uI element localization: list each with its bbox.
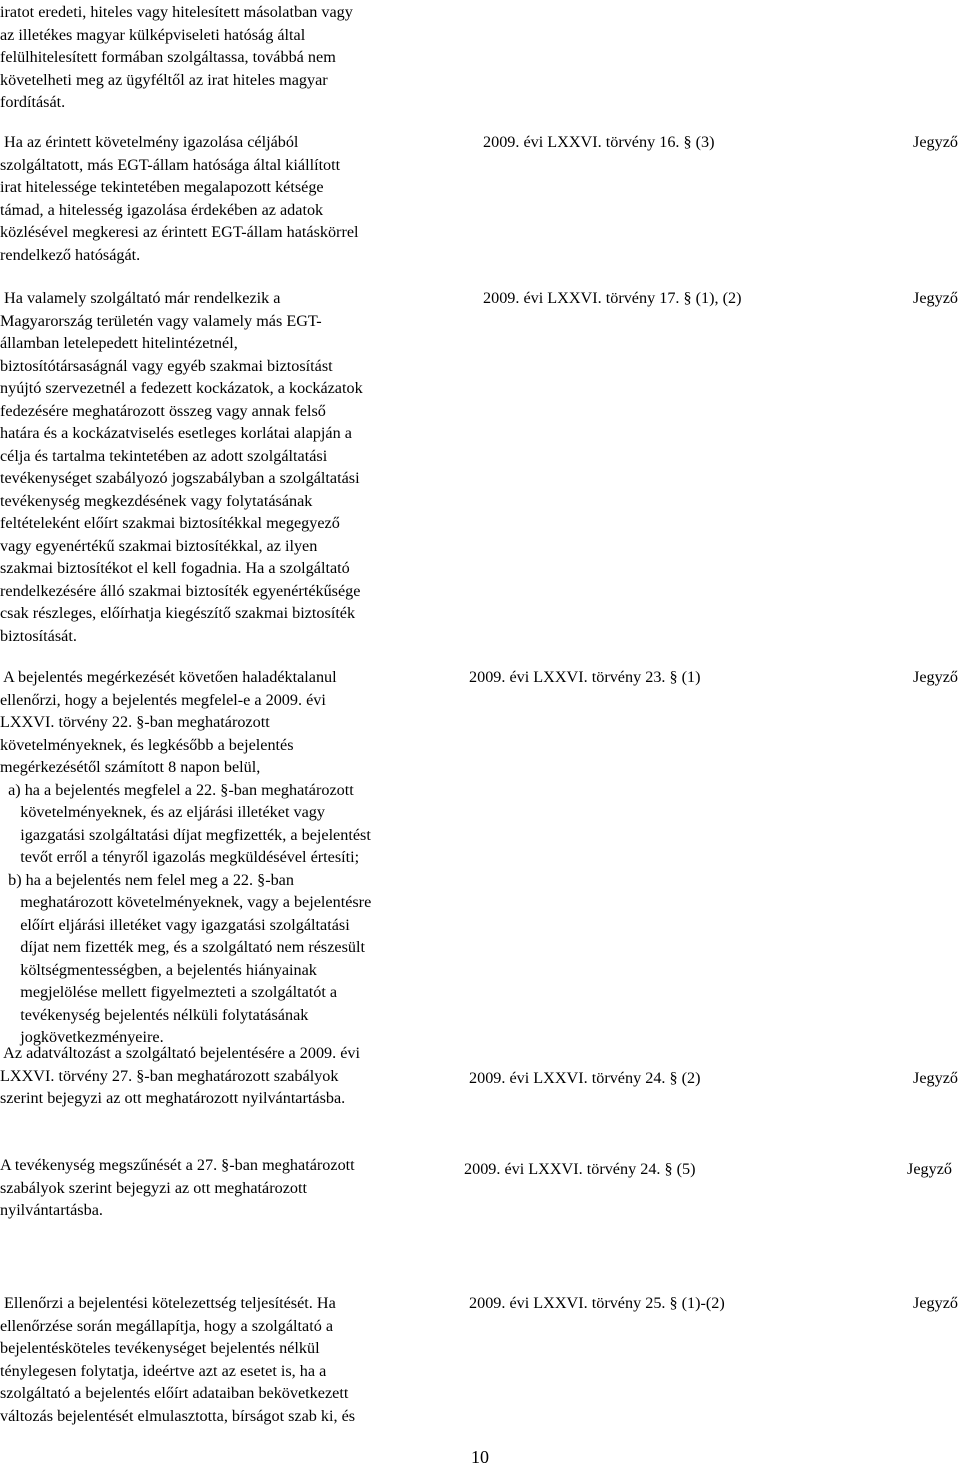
description-line: szakmai biztosítékot el kell fogadnia. Ha a szolgáltató: [0, 559, 350, 577]
description-line: határa és a kockázatviselés esetleges korlátai alapján a: [0, 424, 352, 442]
description-line: támad, a hitelesség igazolása érdekében az adatok: [0, 200, 324, 219]
description-line: meghatározott követelményeknek, vagy a bejelentésre: [0, 893, 372, 911]
description-line: Ellenőrzi a bejelentési kötelezettség teljesítését. Ha: [0, 1294, 336, 1312]
description-line: követelheti meg az ügyféltől az irat hiteles magyar: [0, 70, 328, 89]
legal-reference: 2009. évi LXXVI. törvény 23. § (1): [469, 668, 701, 686]
legal-reference: 2009. évi LXXVI. törvény 25. § (1)-(2): [469, 1294, 725, 1312]
description-line: nyilvántartásba.: [0, 1201, 103, 1219]
description-line: felülhitelesített formában szolgáltassa, továbbá nem: [0, 48, 336, 66]
description-line: ellenőrzi, hogy a bejelentés megfelel-e a 2009. évi: [0, 690, 326, 709]
task-description: [0, 287, 363, 647]
description-line: szabályok szerint bejegyzi az ott meghatározott: [0, 1178, 307, 1197]
description-line: díjat nem fizették meg, és a szolgáltató nem részesült: [0, 938, 365, 956]
description-line: megérkezésétől számított 8 napon belül,: [0, 758, 261, 776]
description-line: Ha az érintett követelmény igazolása céljából: [0, 133, 299, 151]
description-line: b) ha a bejelentés nem felel meg a 22. §-ban: [0, 870, 294, 889]
description-line: költségmentességben, a bejelentés hiányainak: [0, 960, 317, 979]
description-line: LXXVI. törvény 27. §-ban meghatározott szabályok: [0, 1066, 339, 1085]
responsible-party: Jegyző: [913, 1069, 958, 1087]
description-line: vagy egyenértékű szakmai biztosítékkal, az ilyen: [0, 536, 318, 555]
task-description: [0, 131, 359, 266]
legal-reference: 2009. évi LXXVI. törvény 17. § (1), (2): [483, 289, 742, 307]
description-line: biztosítását.: [0, 626, 77, 645]
description-line: fedezésére meghatározott összeg vagy annak felső: [0, 401, 326, 420]
description-line: ténylegesen folytatja, ideértve azt az esetet is, ha a: [0, 1361, 327, 1380]
description-line: az illetékes magyar külképviseleti hatóság által: [0, 25, 306, 44]
description-line: Az adatváltozást a szolgáltató bejelentésére a 2009. évi: [0, 1044, 361, 1062]
description-line: A tevékenység megszűnését a 27. §-ban meghatározott: [0, 1156, 355, 1174]
description-line: tevőt erről a tényről igazolás megküldésével értesíti;: [0, 848, 360, 866]
description-line: jogkövetkezményeire.: [0, 1028, 164, 1046]
responsible-party: Jegyző: [913, 133, 958, 151]
description-line: rendelkezésére álló szakmai biztosíték egyenértékűsége: [0, 581, 361, 600]
description-line: A bejelentés megérkezését követően haladéktalanul: [0, 668, 337, 686]
description-line: közlésével megkeresi az érintett EGT-állam hatáskörrel: [0, 223, 359, 241]
description-line: tevékenységet szabályozó jogszabályban a szolgáltatási: [0, 469, 360, 487]
description-line: ellenőrzése során megállapítja, hogy a szolgáltató a: [0, 1316, 334, 1335]
task-description: [0, 1154, 355, 1222]
description-line: követelményeknek, és legkésőbb a bejelentés: [0, 735, 294, 754]
description-line: előírt eljárási illetéket vagy igazgatási szolgáltatási: [0, 915, 350, 934]
description-line: irat hitelessége tekintetében megalapozott kétsége: [0, 178, 324, 196]
description-line: LXXVI. törvény 22. §-ban meghatározott: [0, 713, 270, 731]
page-number: 10: [471, 1447, 489, 1467]
responsible-party: Jegyző: [913, 1294, 958, 1312]
description-line: Magyarország területén vagy valamely más EGT-: [0, 311, 322, 330]
description-line: célja és tartalma tekintetében az adott szolgáltatási: [0, 446, 328, 465]
task-description: [0, 666, 371, 1049]
description-line: Ha valamely szolgáltató már rendelkezik a: [0, 289, 281, 307]
description-line: államban letelepedett hitelintézetnél,: [0, 334, 238, 352]
responsible-party: Jegyző: [907, 1160, 952, 1178]
description-line: csak részleges, előírhatja kiegészítő szakmai biztosíték: [0, 604, 356, 622]
description-line: bejelentésköteles tevékenységet bejelentés nélkül: [0, 1339, 320, 1357]
description-line: változás bejelentését elmulasztotta, bírságot szab ki, és: [0, 1406, 356, 1425]
task-description: [0, 1042, 360, 1110]
responsible-party: Jegyző: [913, 668, 958, 686]
responsible-party: Jegyző: [913, 289, 958, 307]
description-line: iratot eredeti, hiteles vagy hitelesített másolatban vagy: [0, 3, 353, 21]
description-line: követelményeknek, és az eljárási illetéket vagy: [0, 803, 325, 821]
legal-reference: 2009. évi LXXVI. törvény 24. § (2): [469, 1069, 701, 1087]
description-line: szolgáltató a bejelentés előírt adataiban bekövetkezett: [0, 1384, 349, 1402]
legal-reference: 2009. évi LXXVI. törvény 24. § (5): [464, 1160, 696, 1178]
task-description: [0, 1292, 355, 1427]
description-line: rendelkező hatóságát.: [0, 245, 141, 264]
description-line: biztosítótársaságnál vagy egyéb szakmai biztosítást: [0, 356, 333, 375]
description-line: megjelölése mellett figyelmezteti a szolgáltatót a: [0, 983, 338, 1001]
description-line: feltételeként előírt szakmai biztosítékkal megegyező: [0, 514, 340, 532]
legal-reference: 2009. évi LXXVI. törvény 16. § (3): [483, 133, 715, 151]
description-line: nyújtó szervezetnél a fedezett kockázatok, a kockázatok: [0, 379, 363, 397]
description-line: a) ha a bejelentés megfelel a 22. §-ban meghatározott: [0, 780, 354, 799]
task-description: [0, 1, 353, 114]
description-line: szerint bejegyzi az ott meghatározott nyilvántartásba.: [0, 1089, 346, 1107]
description-line: tevékenység bejelentés nélküli folytatásának: [0, 1005, 309, 1024]
description-line: igazgatási szolgáltatási díjat megfizették, a bejelentést: [0, 825, 371, 844]
description-line: fordítását.: [0, 93, 66, 111]
description-line: tevékenység megkezdésének vagy folytatásának: [0, 491, 313, 510]
description-line: szolgáltatott, más EGT-állam hatósága által kiállított: [0, 155, 341, 174]
